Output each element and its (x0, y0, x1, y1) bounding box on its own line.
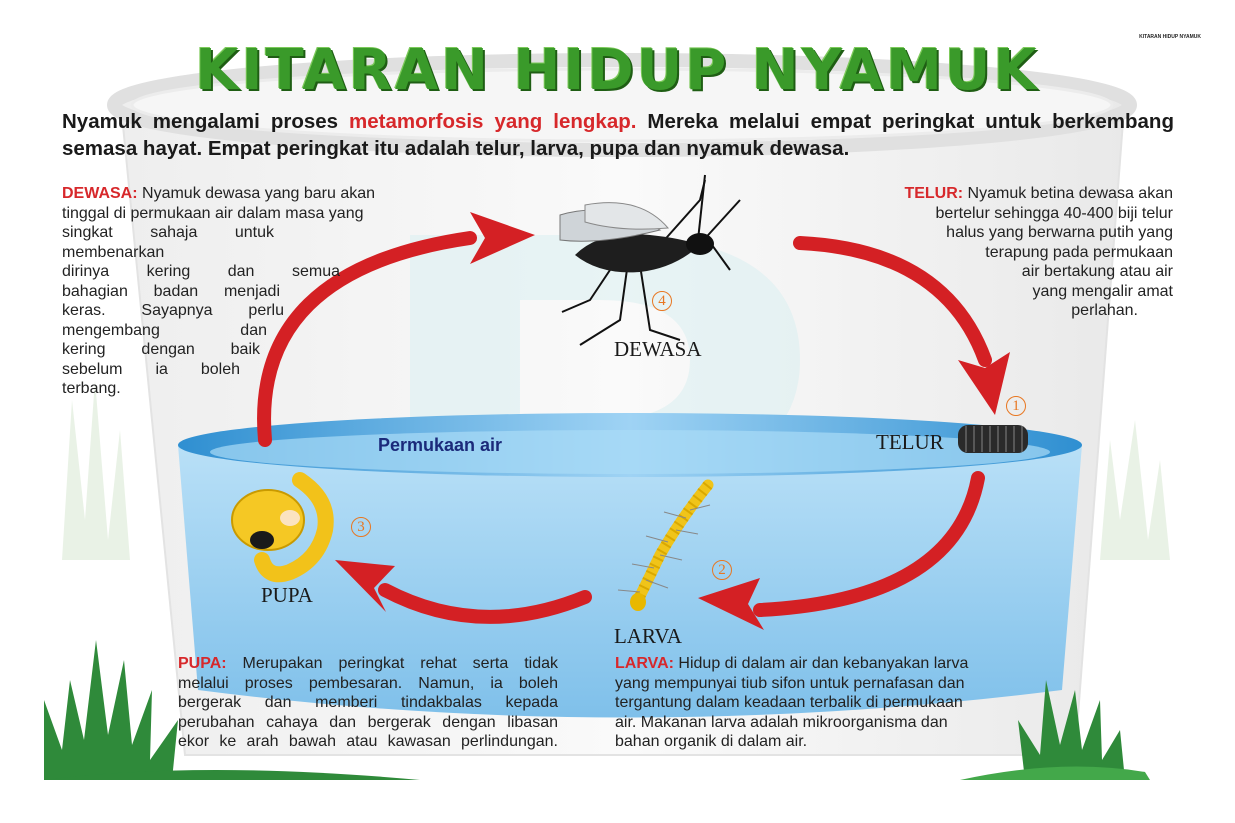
intro-part2: Mereka melalui empat peringkat untuk berkembang semasa hayat. Empat peringkat itu adalah telur, larva, pupa dan nyamuk dewasa. (62, 110, 1174, 160)
stage-number-dewasa: 4 (652, 291, 672, 311)
description-line: kering dengan baik (62, 341, 260, 358)
stage-label-telur: TELUR (876, 430, 944, 454)
description-line: tinggal di permukaan air dalam masa yang (62, 204, 364, 222)
description-line: air. Makanan larva adalah mikroorganisma dan (615, 713, 948, 731)
description-line: terbang. (62, 380, 121, 397)
description-line: Nyamuk dewasa yang baru akan (137, 185, 376, 202)
description-line: melalui proses pembesaran. Namun, ia boleh (178, 674, 558, 692)
description-line: ekor ke arah bawah atau kawasan perlindungan. (178, 733, 558, 750)
description-line: Merupakan peringkat rehat serta tidak (226, 655, 558, 672)
water-surface-label: Permukaan air (378, 435, 503, 455)
description-line: bahagian badan menjadi (62, 282, 280, 300)
stage-number-larva: 2 (712, 560, 732, 580)
description-telur (820, 184, 1173, 321)
corner-label: KITARAN HIDUP NYAMUK (1139, 34, 1201, 40)
stage-label-pupa: PUPA (261, 583, 313, 607)
description-line: tergantung dalam keadaan terbalik di permukaan (615, 694, 963, 711)
description-line: Nyamuk betina dewasa akan (963, 185, 1173, 202)
description-line: bahan organik di dalam air. (615, 733, 808, 750)
description-line: dirinya kering dan semua (62, 263, 340, 280)
description-larva (615, 654, 1025, 752)
description-line: perlahan. (1071, 302, 1138, 319)
description-line: singkat sahaja untuk membenarkan (62, 224, 274, 261)
description-line: sebelum ia boleh (62, 360, 240, 378)
description-dewasa (62, 184, 442, 399)
description-line: keras. Sayapnya perlu (62, 302, 284, 319)
stage-label-dewasa: DEWASA (614, 337, 702, 361)
description-telur-label: TELUR: (904, 185, 964, 202)
description-line: bergerak dan memberi tindakbalas kepada (178, 694, 558, 711)
description-line: yang mempunyai tiub sifon untuk pernafasan dan (615, 674, 965, 692)
intro-highlight: metamorfosis yang lengkap. (349, 110, 637, 133)
description-line: yang mengalir amat (1032, 282, 1173, 300)
description-line: perubahan cahaya dan bergerak dengan libasan (178, 713, 558, 731)
intro-part1: Nyamuk mengalami proses (62, 110, 350, 133)
description-line: terapung pada permukaan (985, 243, 1173, 261)
stage-number-pupa: 3 (351, 517, 371, 537)
egg-raft-illustration (958, 425, 1028, 453)
description-pupa-label: PUPA: (178, 655, 227, 672)
description-line: mengembang dan (62, 321, 267, 339)
description-larva-label: LARVA: (615, 655, 674, 672)
intro-text (62, 108, 1174, 162)
description-pupa (178, 654, 558, 752)
description-line: halus yang berwarna putih yang (946, 224, 1173, 241)
description-line: bertelur sehingga 40-400 biji telur (935, 204, 1173, 222)
description-line: Hidup di dalam air dan kebanyakan larva (673, 655, 969, 672)
description-line: air bertakung atau air (1021, 263, 1173, 280)
poster-title: KITARAN HIDUP NYAMUK (195, 38, 1040, 103)
stage-label-larva: LARVA (614, 624, 682, 648)
description-dewasa-label: DEWASA: (62, 185, 138, 202)
stage-number-telur: 1 (1006, 396, 1026, 416)
